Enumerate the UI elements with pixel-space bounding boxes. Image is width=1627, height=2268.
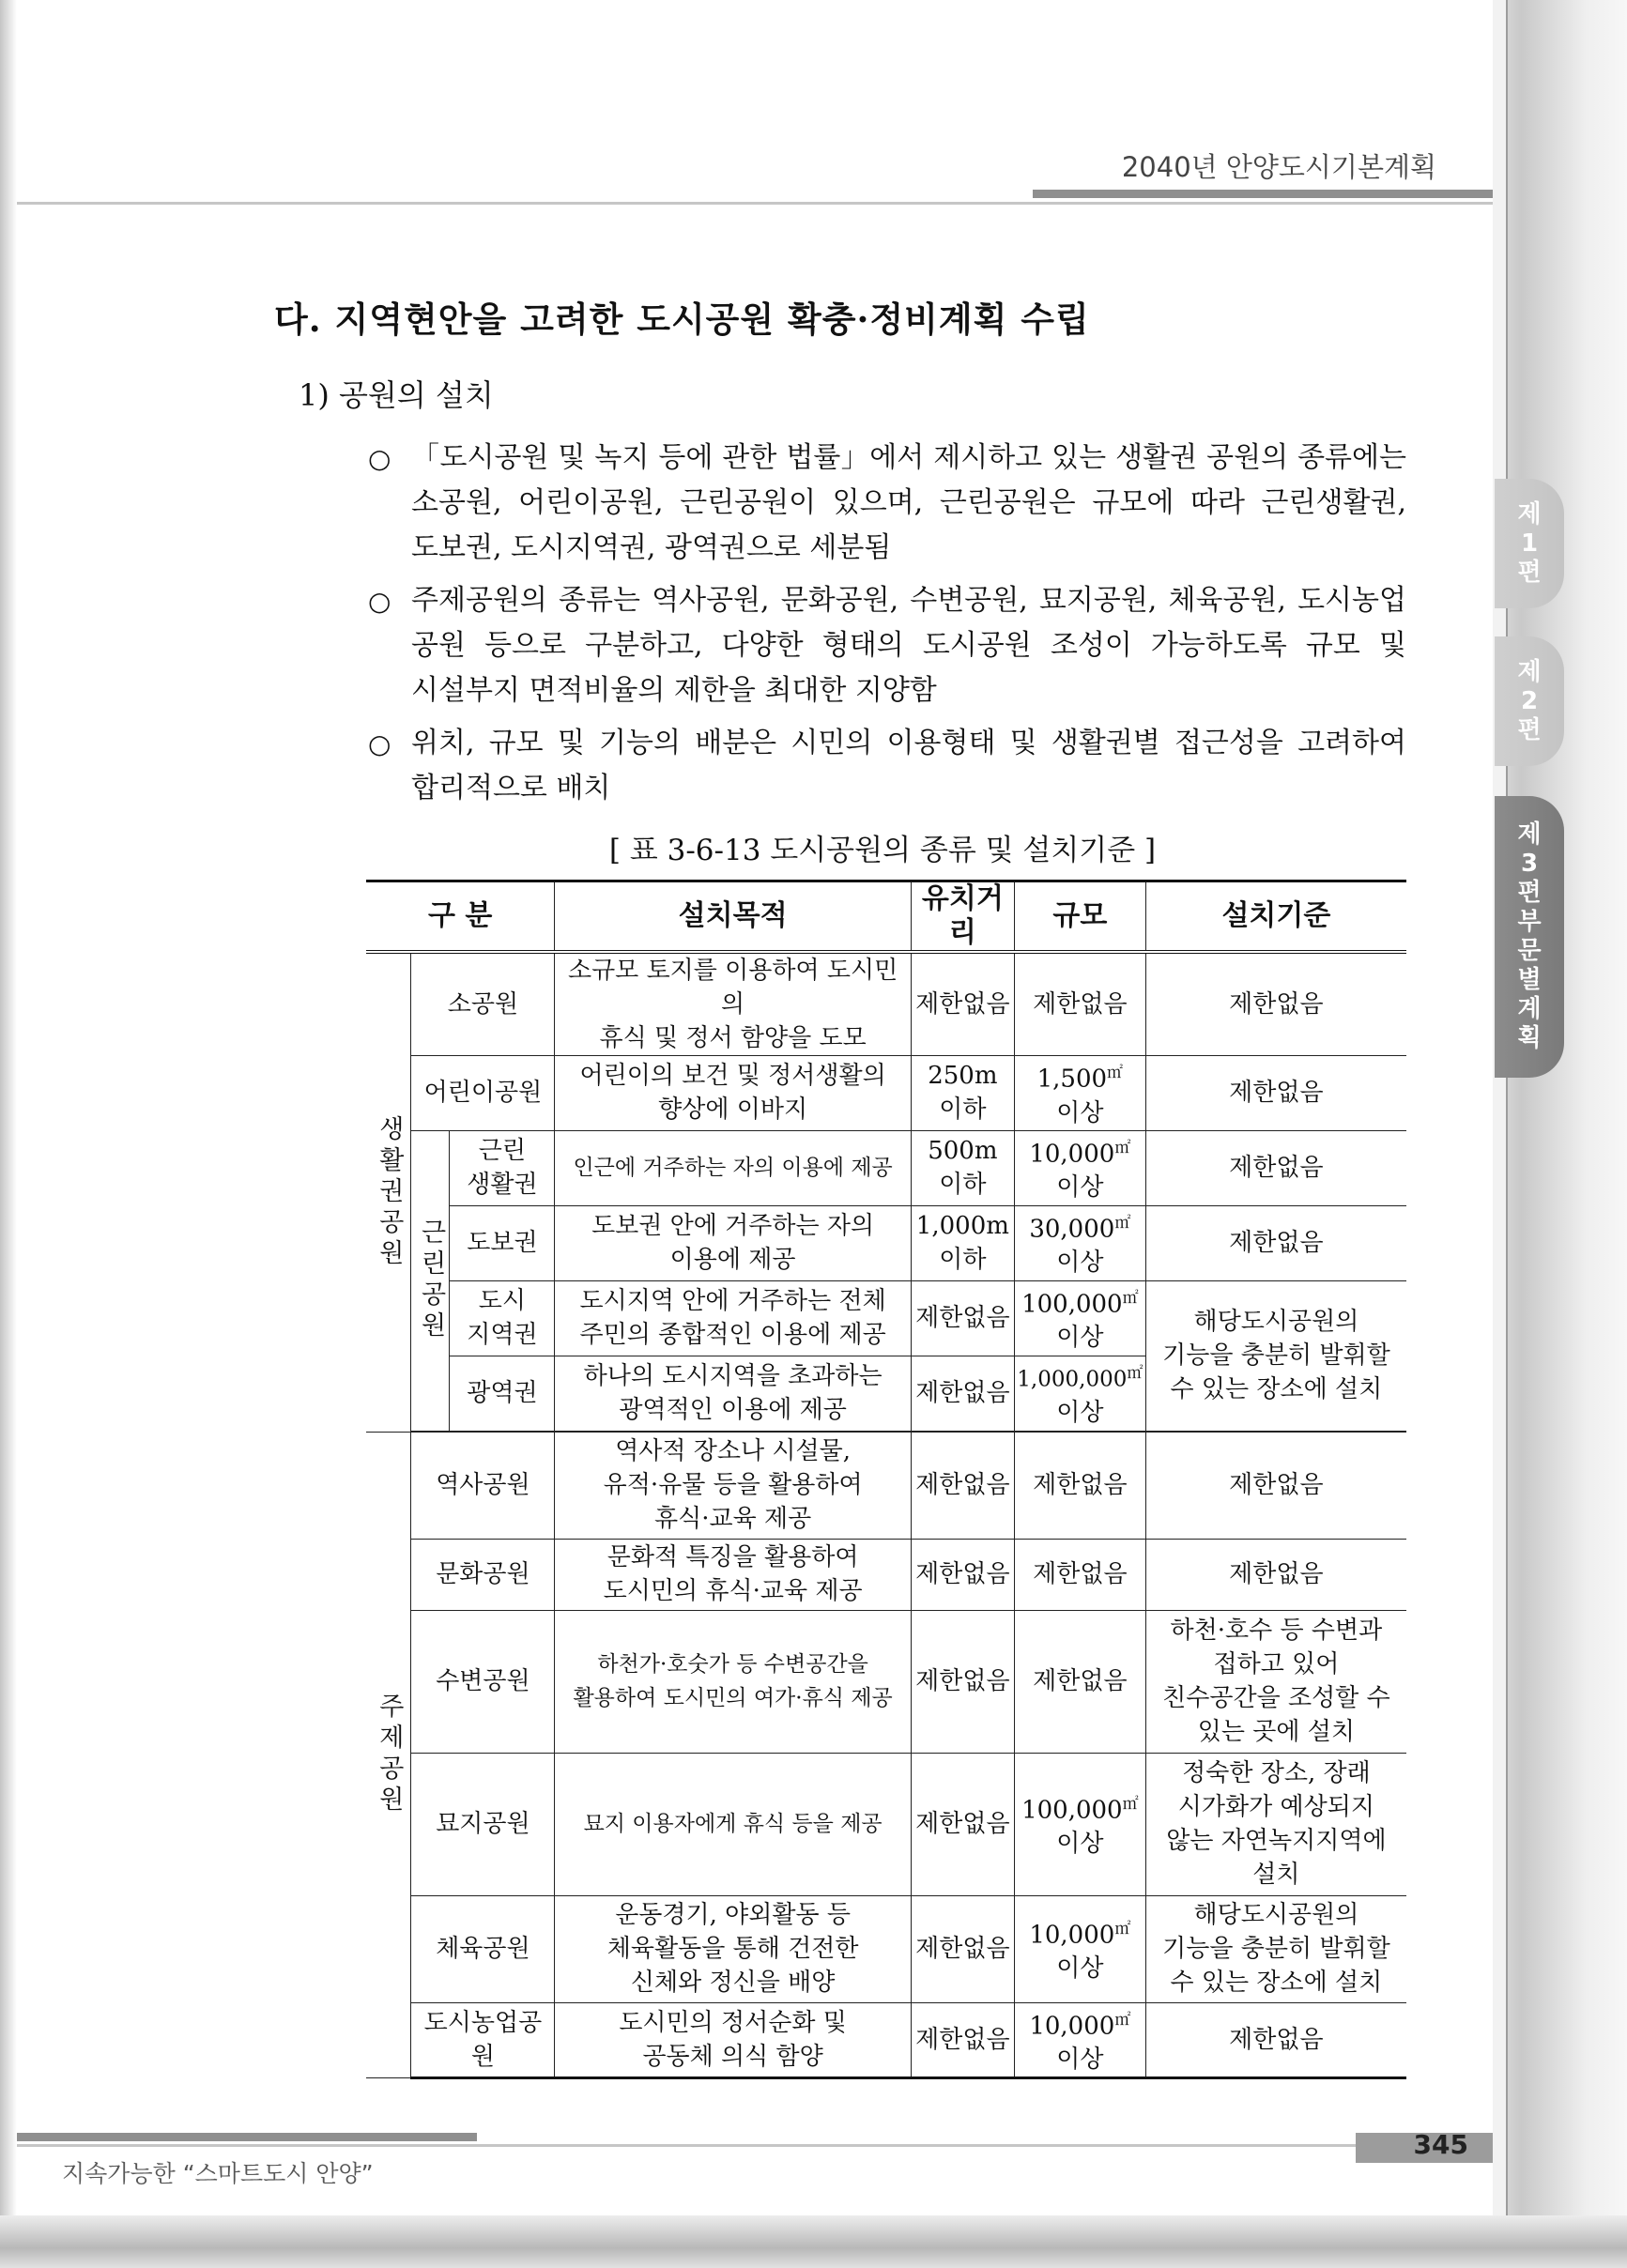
table-row <box>366 1895 1406 2002</box>
scale-value: 10,000 <box>1029 1140 1115 1169</box>
table-row <box>366 1056 1406 1131</box>
park-name: 어린이공원 <box>411 1056 555 1131</box>
park-scale <box>1014 1356 1145 1431</box>
header-rule <box>1033 190 1493 198</box>
bullet-line: 도보권, 도시지역권, 광역권으로 세분됨 <box>411 531 892 564</box>
purpose-line: 체육활동을 통해 건전한 <box>606 1935 859 1964</box>
park-purpose <box>555 2002 912 2078</box>
park-distance: 제한없음 <box>911 1539 1014 1610</box>
scale-unit: ㎡ <box>1114 1213 1131 1233</box>
scale-qualifier: 이상 <box>1056 2046 1104 2075</box>
table-row <box>366 1432 1406 1539</box>
park-name: 체육공원 <box>411 1895 555 2002</box>
table-row <box>366 1753 1406 1895</box>
purpose-line: 하천가·호숫가 등 수변공간을 <box>597 1652 868 1678</box>
park-name <box>450 1280 555 1356</box>
group-neighborhood-park: 근린공원 <box>411 1130 450 1431</box>
park-name: 도보권 <box>450 1205 555 1280</box>
criteria-line: 수 있는 장소에 설치 <box>1170 1969 1383 1998</box>
park-purpose <box>555 1432 912 1539</box>
tab-part-2[interactable]: 제 2 편 <box>1495 636 1564 766</box>
park-name: 수변공원 <box>411 1610 555 1753</box>
park-criteria: 제한없음 <box>1145 1205 1406 1280</box>
bullet-line: 합리적으로 배치 <box>411 772 611 805</box>
scale-unit: ㎡ <box>1114 1138 1131 1157</box>
name-line: 지역권 <box>467 1321 538 1350</box>
criteria-line: 해당도시공원의 <box>1193 1901 1359 1930</box>
page-left-edge <box>0 0 17 2268</box>
park-distance: 제한없음 <box>911 1432 1014 1539</box>
park-purpose: 인근에 거주하는 자의 이용에 제공 <box>555 1130 912 1205</box>
park-purpose <box>555 1056 912 1131</box>
purpose-line: 이용에 제공 <box>669 1246 796 1275</box>
criteria-line: 수 있는 장소에 설치 <box>1170 1375 1383 1404</box>
scale-value: 100,000 <box>1021 1796 1123 1825</box>
header-rule-light <box>17 202 1493 205</box>
park-scale <box>1014 2002 1145 2078</box>
park-scale <box>1014 1056 1145 1131</box>
page-bottom-edge <box>0 2215 1627 2268</box>
park-distance: 제한없음 <box>911 1753 1014 1895</box>
header-purpose: 설치목적 <box>555 881 912 953</box>
scale-unit: ㎡ <box>1114 1919 1131 1939</box>
park-criteria: 제한없음 <box>1145 1130 1406 1205</box>
park-criteria: 제한없음 <box>1145 2002 1406 2078</box>
header-distance: 유치거리 <box>911 881 1014 953</box>
bullet-line: 시설부지 면적비율의 제한을 최대한 지양함 <box>411 674 937 707</box>
criteria-line: 있는 곳에 설치 <box>1197 1718 1356 1747</box>
purpose-line: 도시민의 휴식·교육 제공 <box>603 1577 863 1606</box>
park-criteria: 제한없음 <box>1145 952 1406 1056</box>
bullet-line: 위치, 규모 및 기능의 배분은 시민의 이용형태 및 생활권별 접근성을 고려하여 <box>411 727 1406 759</box>
bullet-marker: ○ <box>368 443 391 474</box>
table-row <box>366 1539 1406 1610</box>
park-standards-table <box>366 880 1406 2079</box>
distance-qualifier: 이하 <box>939 1246 987 1275</box>
park-name: 도시농업공원 <box>411 2002 555 2078</box>
scale-value: 30,000 <box>1029 1215 1115 1244</box>
park-distance <box>911 1056 1014 1131</box>
purpose-line: 하나의 도시지역을 초과하는 <box>583 1362 883 1391</box>
distance-value: 1,000m <box>915 1212 1009 1241</box>
group-theme-park: 주제공원 <box>366 1432 411 2078</box>
park-purpose <box>555 1539 912 1610</box>
criteria-line: 해당도시공원의 <box>1193 1308 1359 1337</box>
scale-unit: ㎡ <box>1127 1363 1144 1383</box>
criteria-line: 설치 <box>1252 1861 1300 1890</box>
scale-value: 1,000,000 <box>1017 1367 1128 1392</box>
purpose-line: 신체와 정신을 배양 <box>630 1969 836 1998</box>
criteria-line: 정숙한 장소, 장래 <box>1182 1759 1371 1788</box>
header-criteria: 설치기준 <box>1145 881 1406 953</box>
park-distance: 제한없음 <box>911 952 1014 1056</box>
scale-unit: ㎡ <box>1107 1064 1124 1082</box>
park-criteria <box>1145 1895 1406 2002</box>
name-line: 도시 <box>478 1287 527 1316</box>
bullet-line: 주제공원의 종류는 역사공원, 문화공원, 수변공원, 묘지공원, 체육공원, 도시농업 <box>411 584 1406 617</box>
tab-part-3[interactable]: 제 3 편 부 문 별 계 획 <box>1495 796 1564 1078</box>
park-distance: 제한없음 <box>911 1280 1014 1356</box>
park-criteria: 제한없음 <box>1145 1056 1406 1131</box>
purpose-line: 주민의 종합적인 이용에 제공 <box>579 1321 886 1350</box>
distance-qualifier: 이하 <box>939 1171 987 1200</box>
park-scale <box>1014 1895 1145 2002</box>
scale-unit: ㎡ <box>1114 2010 1131 2030</box>
scale-value: 10,000 <box>1029 2012 1115 2041</box>
scale-qualifier: 이상 <box>1056 1954 1104 1984</box>
park-distance <box>911 1130 1014 1205</box>
page-number: 345 <box>1413 2129 1468 2160</box>
park-name: 역사공원 <box>411 1432 555 1539</box>
park-name: 광역권 <box>450 1356 555 1431</box>
purpose-line: 어린이의 보건 및 정서생활의 <box>579 1062 886 1091</box>
park-purpose <box>555 1356 912 1431</box>
table-row <box>366 1130 1406 1205</box>
running-title: 2040년 안양도시기본계획 <box>1121 151 1436 183</box>
distance-value: 250m <box>928 1062 998 1091</box>
park-purpose <box>555 952 912 1056</box>
criteria-line: 친수공간을 조성할 수 <box>1162 1684 1390 1713</box>
scale-unit: ㎡ <box>1122 1288 1139 1308</box>
footer-text: 지속가능한 “스마트도시 안양” <box>62 2160 374 2187</box>
purpose-line: 광역적인 이용에 제공 <box>619 1396 847 1425</box>
header-scale: 규모 <box>1014 881 1145 953</box>
park-distance: 제한없음 <box>911 1610 1014 1753</box>
park-criteria <box>1145 1610 1406 1753</box>
name-line: 생활권 <box>467 1171 538 1200</box>
purpose-line: 문화적 특징을 활용하여 <box>606 1543 859 1572</box>
bullet-marker: ○ <box>368 586 391 617</box>
park-distance: 제한없음 <box>911 1356 1014 1431</box>
purpose-line: 공동체 의식 함양 <box>642 2042 823 2071</box>
purpose-line: 휴식 및 정서 함양을 도모 <box>599 1024 867 1052</box>
scale-qualifier: 이상 <box>1056 1249 1104 1278</box>
purpose-line: 휴식·교육 제공 <box>653 1505 812 1534</box>
park-distance: 제한없음 <box>911 1895 1014 2002</box>
footer-rule <box>17 2133 477 2141</box>
park-name: 소공원 <box>411 952 555 1056</box>
name-line: 근린 <box>478 1137 527 1166</box>
park-distance: 제한없음 <box>911 2002 1014 2078</box>
bullet-marker: ○ <box>368 728 391 759</box>
table-row <box>366 1205 1406 1280</box>
purpose-line: 도시민의 정서순화 및 <box>619 2008 847 2037</box>
table-row <box>366 1280 1406 1356</box>
scale-value: 1,500 <box>1036 1065 1108 1094</box>
criteria-line: 기능을 충분히 발휘할 <box>1162 1935 1390 1964</box>
table-row <box>366 952 1406 1056</box>
park-scale: 제한없음 <box>1014 1610 1145 1753</box>
park-criteria <box>1145 1280 1406 1431</box>
criteria-line: 않는 자연녹지지역에 <box>1166 1827 1387 1856</box>
park-criteria: 제한없음 <box>1145 1432 1406 1539</box>
section-title: 다. 지역현안을 고려한 도시공원 확충·정비계획 수립 <box>274 299 1090 340</box>
purpose-line: 도보권 안에 거주하는 자의 <box>591 1212 875 1241</box>
park-criteria: 제한없음 <box>1145 1539 1406 1610</box>
header-category: 구 분 <box>366 881 555 953</box>
purpose-line: 운동경기, 야외활동 등 <box>615 1901 852 1930</box>
purpose-line: 유적·유물 등을 활용하여 <box>603 1471 863 1500</box>
bullet-line: 소공원, 어린이공원, 근린공원이 있으며, 근린공원은 규모에 따라 근린생활권, <box>411 486 1406 519</box>
scale-qualifier: 이상 <box>1056 1830 1104 1859</box>
park-scale: 제한없음 <box>1014 952 1145 1056</box>
table-row <box>366 1610 1406 1753</box>
bullet-line: 「도시공원 및 녹지 등에 관한 법률」에서 제시하고 있는 생활권 공원의 종류에는 <box>411 441 1406 474</box>
group-living-park: 생활권공원 <box>366 952 411 1432</box>
distance-value: 500m <box>928 1137 998 1166</box>
park-name <box>450 1130 555 1205</box>
scale-unit: ㎡ <box>1122 1794 1139 1814</box>
criteria-line: 기능을 충분히 발휘할 <box>1162 1341 1390 1371</box>
park-purpose: 묘지 이용자에게 휴식 등을 제공 <box>555 1753 912 1895</box>
purpose-line: 역사적 장소나 시설물, <box>615 1437 852 1466</box>
table-row <box>366 2002 1406 2078</box>
distance-qualifier: 이하 <box>939 1096 987 1125</box>
purpose-line: 향상에 이바지 <box>658 1096 808 1125</box>
purpose-line: 도시지역 안에 거주하는 전체 <box>579 1287 886 1316</box>
page-right-edge <box>1493 0 1627 2268</box>
purpose-line: 활용하여 도시민의 여가·휴식 제공 <box>573 1686 893 1711</box>
criteria-line: 접하고 있어 <box>1213 1650 1340 1679</box>
scale-qualifier: 이상 <box>1056 1399 1104 1428</box>
criteria-line: 시가화가 예상되지 <box>1177 1793 1374 1822</box>
park-scale: 제한없음 <box>1014 1432 1145 1539</box>
scale-qualifier: 이상 <box>1056 1324 1104 1353</box>
purpose-line: 소규모 토지를 이용하여 도시민의 <box>567 957 898 1019</box>
scale-value: 10,000 <box>1029 1921 1115 1950</box>
park-purpose <box>555 1610 912 1753</box>
park-purpose <box>555 1895 912 2002</box>
scale-qualifier: 이상 <box>1056 1173 1104 1203</box>
park-criteria <box>1145 1753 1406 1895</box>
criteria-line: 하천·호수 등 수변과 <box>1170 1617 1383 1646</box>
scale-qualifier: 이상 <box>1056 1098 1104 1127</box>
bullet-line: 공원 등으로 구분하고, 다양한 형태의 도시공원 조성이 가능하도록 규모 및 <box>411 629 1406 662</box>
tab-part-1[interactable]: 제 1 편 <box>1495 479 1564 608</box>
park-scale <box>1014 1280 1145 1356</box>
table-caption: [ 표 3-6-13 도시공원의 종류 및 설치기준 ] <box>608 834 1157 867</box>
sub-title: 1) 공원의 설치 <box>299 377 494 413</box>
park-distance <box>911 1205 1014 1280</box>
park-scale: 제한없음 <box>1014 1539 1145 1610</box>
park-scale <box>1014 1205 1145 1280</box>
scale-value: 100,000 <box>1021 1290 1123 1319</box>
park-purpose <box>555 1280 912 1356</box>
park-scale <box>1014 1130 1145 1205</box>
park-purpose <box>555 1205 912 1280</box>
park-name: 문화공원 <box>411 1539 555 1610</box>
park-scale <box>1014 1753 1145 1895</box>
park-name: 묘지공원 <box>411 1753 555 1895</box>
footer-rule-light <box>17 2144 1493 2147</box>
